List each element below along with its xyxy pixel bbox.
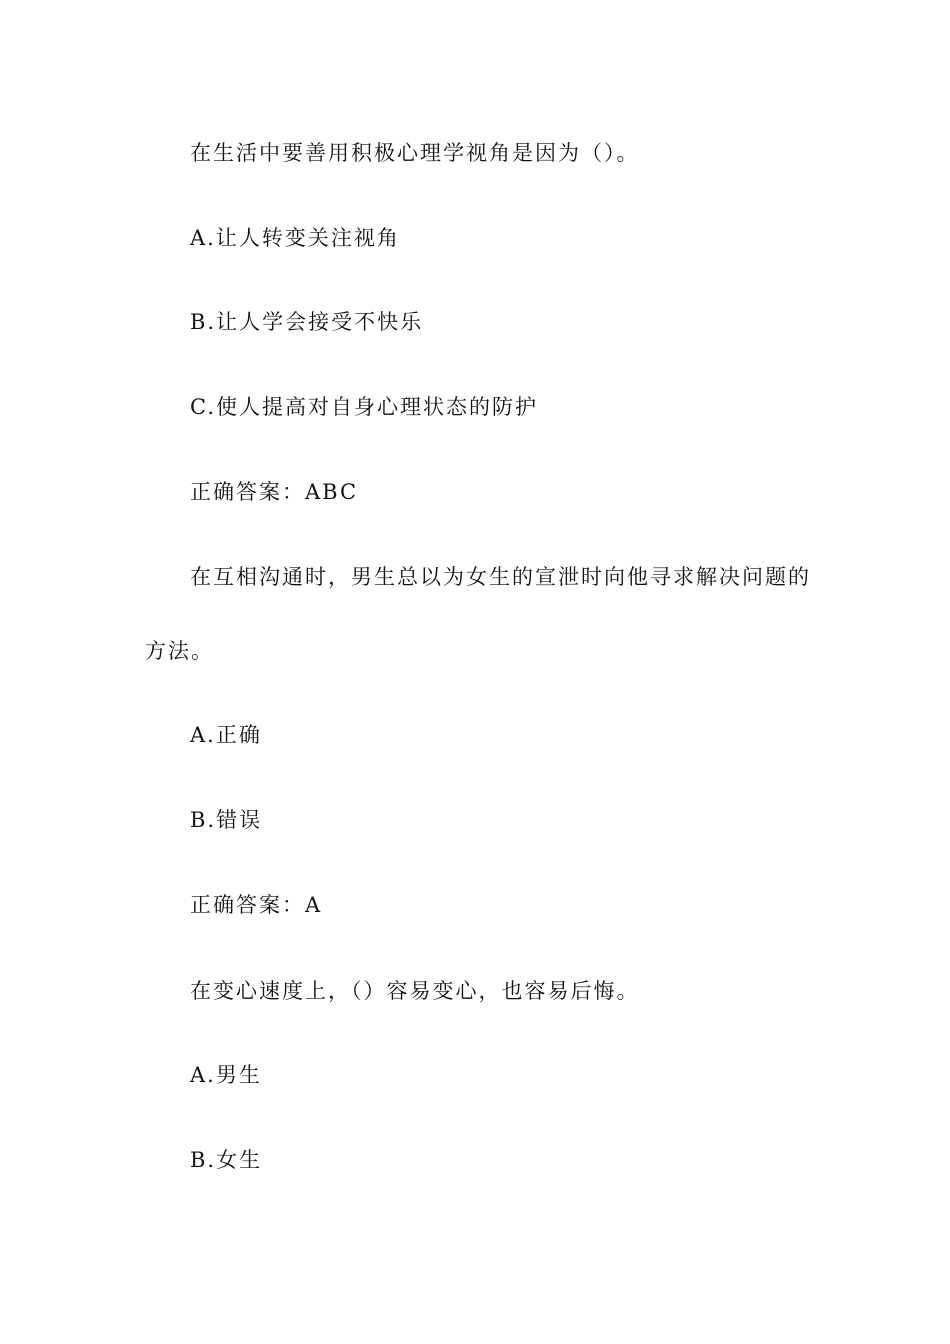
question-1-stem: 在生活中要善用积极心理学视角是因为（）。 [190,141,640,165]
question-3-option-a: A.男生 [190,1063,262,1087]
question-1-option-c: C.使人提高对自身心理状态的防护 [190,395,538,419]
question-2-option-a: A.正确 [190,723,262,747]
question-2-stem-line-2: 方法。 [145,639,214,663]
question-2-answer: 正确答案：A [190,893,323,917]
question-1-option-a: A.让人转变关注视角 [190,226,400,250]
question-1-option-b: B.让人学会接受不快乐 [190,310,424,334]
question-2-stem-line-1: 在互相沟通时，男生总以为女生的宣泄时向他寻求解决问题的 [190,565,811,589]
question-3-option-b: B.女生 [190,1148,263,1172]
question-3-stem: 在变心速度上，（）容易变心，也容易后悔。 [190,979,640,1003]
question-2-option-b: B.错误 [190,808,263,832]
question-1-answer: 正确答案：ABC [190,480,359,504]
